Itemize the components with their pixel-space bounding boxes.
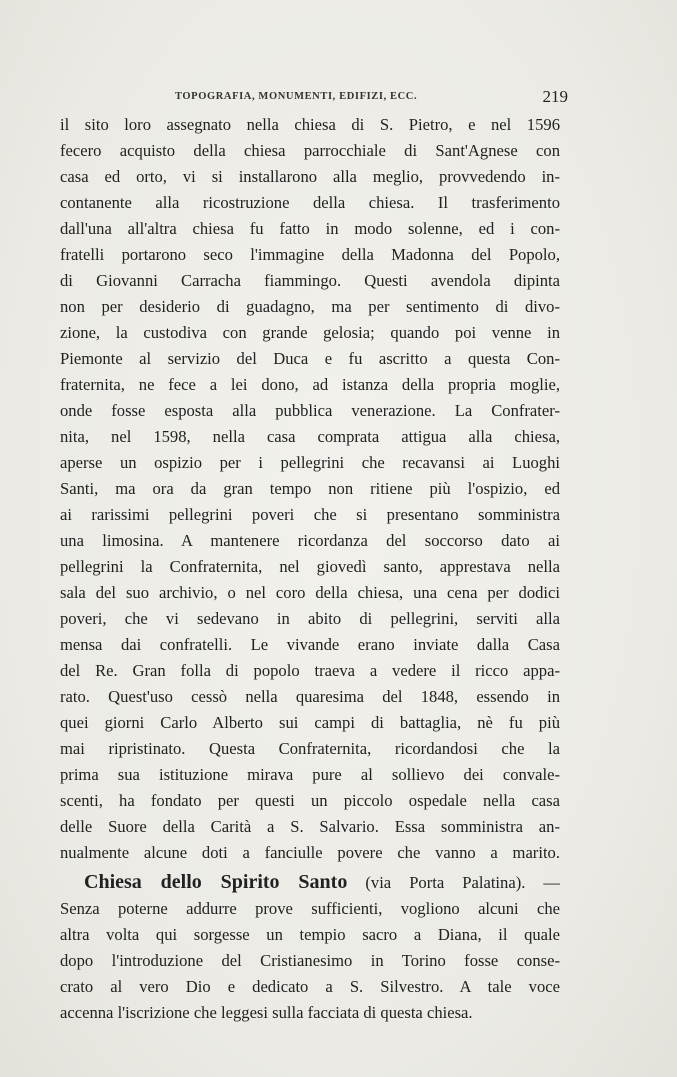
text-line: aperse un ospizio per i pellegrini che recavansi ai Luoghi xyxy=(60,453,560,472)
text-line: contanente alla ricostruzione della chiesa. Il trasferimento xyxy=(60,193,560,212)
text-line: Piemonte al servizio del Duca e fu ascritto a questa Con- xyxy=(60,349,560,368)
text-line: dall'una all'altra chiesa fu fatto in modo solenne, ed i con- xyxy=(60,219,560,238)
text-line: del Re. Gran folla di popolo traeva a vedere il ricco appa- xyxy=(60,661,560,680)
text-line: dopo l'introduzione del Cristianesimo in Torino fosse conse- xyxy=(60,951,560,970)
section-heading: Chiesa dello Spirito Santo xyxy=(84,871,348,893)
text-line: mensa dai confratelli. Le vivande erano inviate dalla Casa xyxy=(60,635,560,654)
text-line: Senza poterne addurre prove sufficienti, vogliono alcuni che xyxy=(60,899,560,918)
text-line: onde fosse esposta alla pubblica venerazione. La Confrater- xyxy=(60,401,560,420)
text-line: il sito loro assegnato nella chiesa di S. Pietro, e nel 1596 xyxy=(60,115,560,134)
running-title: TOPOGRAFIA, MONUMENTI, EDIFIZI, ECC. xyxy=(175,91,418,102)
text-line: di Giovanni Carracha fiammingo. Questi avendola dipinta xyxy=(60,271,560,290)
text-line: ai rarissimi pellegrini poveri che si presentano somministra xyxy=(60,505,560,524)
body-text xyxy=(60,112,560,1026)
text-line: accenna l'iscrizione che leggesi sulla facciata di questa chiesa. xyxy=(60,1003,473,1022)
text-line: una limosina. A mantenere ricordanza del soccorso dato ai xyxy=(60,531,560,550)
running-head xyxy=(60,87,568,109)
text-line: zione, la custodiva con grande gelosia; quando poi venne in xyxy=(60,323,560,342)
text-line: casa ed orto, vi si installarono alla meglio, provvedendo in- xyxy=(60,167,560,186)
text-line: Santi, ma ora da gran tempo non ritiene più l'ospizio, ed xyxy=(60,479,560,498)
text-line: nualmente alcune doti a fanciulle povere che vanno a marito. xyxy=(60,843,560,862)
text-line: altra volta qui sorgesse un tempio sacro a Diana, il quale xyxy=(60,925,560,944)
text-line: fratelli portarono seco l'immagine della Madonna del Popolo, xyxy=(60,245,560,264)
text-line: scenti, ha fondato per questi un piccolo ospedale nella casa xyxy=(60,791,560,810)
text-line: fecero acquisto della chiesa parrocchiale di Sant'Agnese con xyxy=(60,141,560,160)
text-line: non per desiderio di guadagno, ma per sentimento di divo- xyxy=(60,297,560,316)
text-line: mai ripristinato. Questa Confraternita, ricordandosi che la xyxy=(60,739,560,758)
text-line: nita, nel 1598, nella casa comprata attigua alla chiesa, xyxy=(60,427,560,446)
section-heading-location: (via Porta Palatina). — xyxy=(347,873,560,892)
text-line: quei giorni Carlo Alberto sui campi di battaglia, nè fu più xyxy=(60,713,560,732)
text-line: crato al vero Dio e dedicato a S. Silvestro. A tale voce xyxy=(60,977,560,996)
text-line: fraternita, ne fece a lei dono, ad istanza della propria moglie, xyxy=(60,375,560,394)
text-line: delle Suore della Carità a S. Salvario. Essa somministra an- xyxy=(60,817,560,836)
text-line: rato. Quest'uso cessò nella quaresima del 1848, essendo in xyxy=(60,687,560,706)
text-line: pellegrini la Confraternita, nel giovedì santo, apprestava nella xyxy=(60,557,560,576)
text-line: poveri, che vi sedevano in abito di pellegrini, serviti alla xyxy=(60,609,560,628)
section-heading-line xyxy=(60,868,560,896)
text-line: sala del suo archivio, o nel coro della chiesa, una cena per dodici xyxy=(60,583,560,602)
text-line: prima sua istituzione mirava pure al sollievo dei convale- xyxy=(60,765,560,784)
page-number: 219 xyxy=(542,87,568,106)
